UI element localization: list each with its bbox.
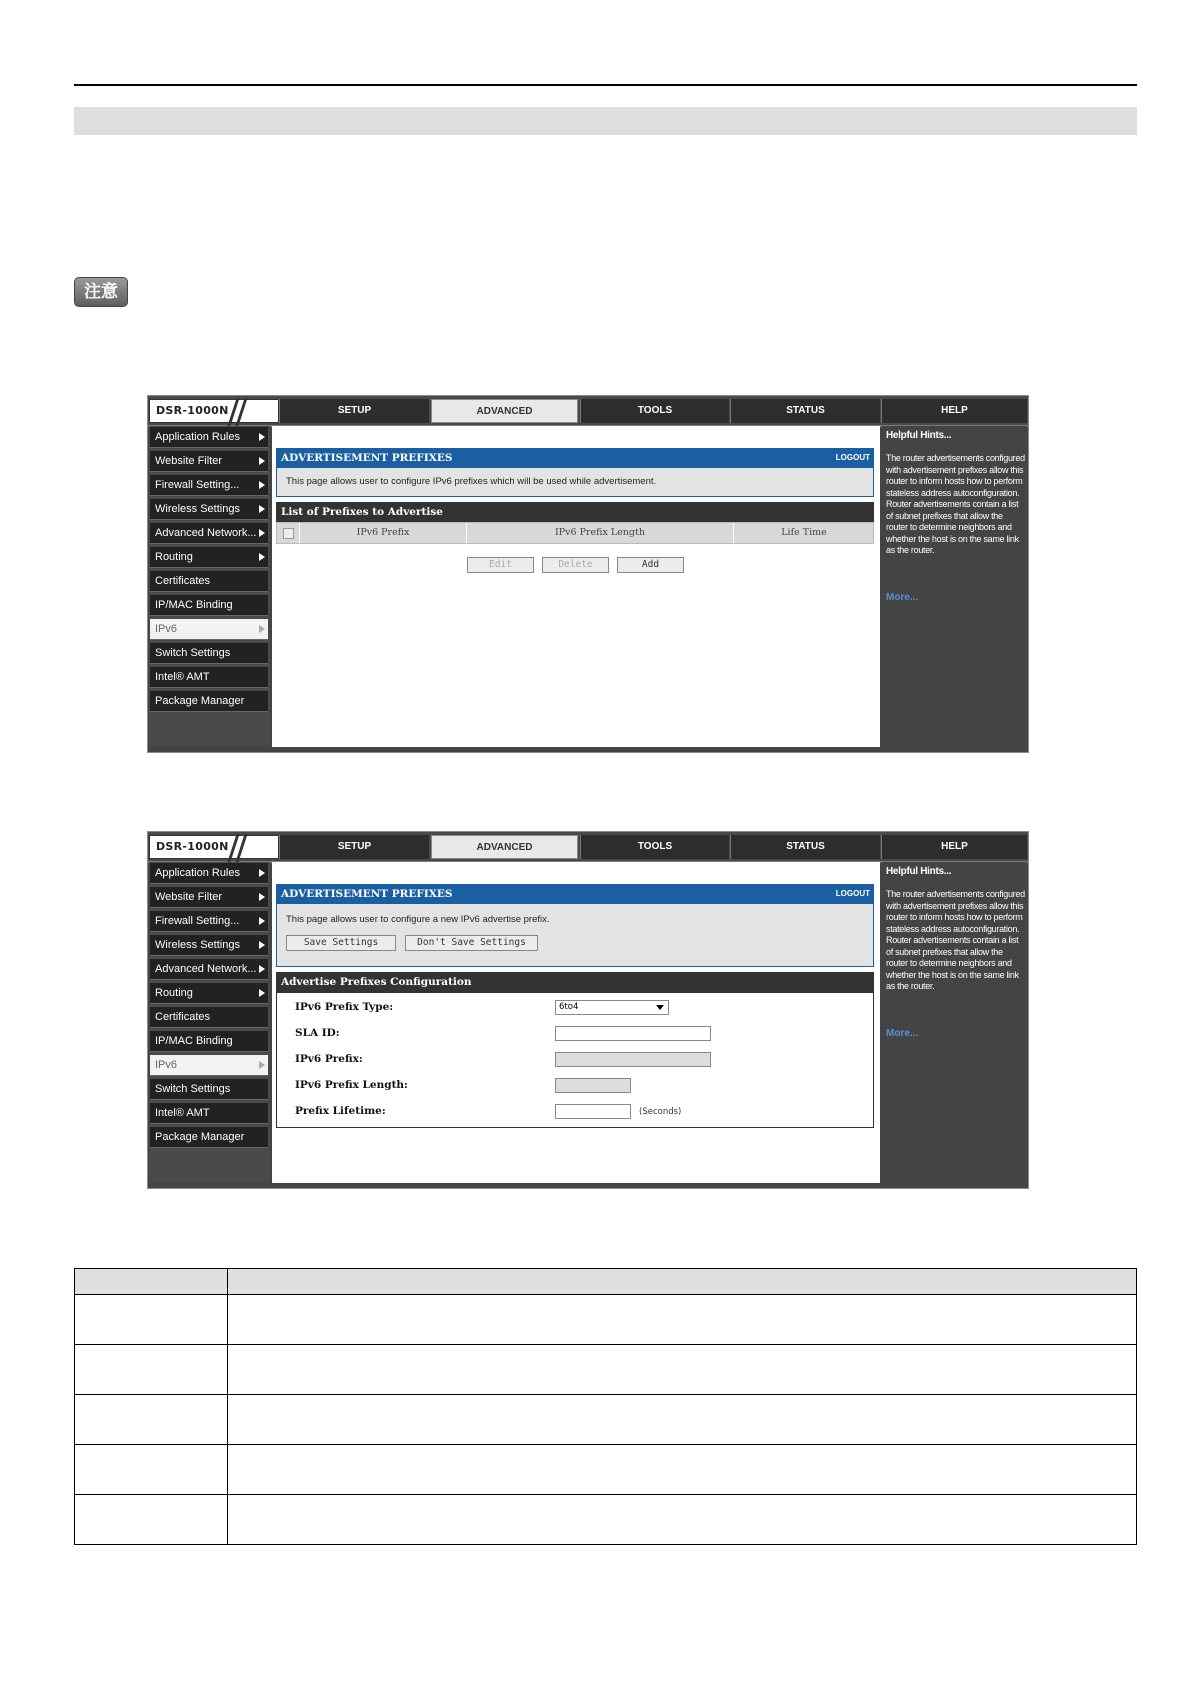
page-description: This page allows user to configure a new IPv6 advertise prefix. [286,914,550,925]
arrow-right-icon [259,989,265,997]
save-settings-button[interactable]: Save Settings [286,935,396,951]
sidebar-item-label: Routing [155,987,193,999]
sidebar-item-ipv6[interactable] [150,1055,268,1076]
table-row [75,1395,1137,1445]
prefix-type-label: IPv6 Prefix Type: [295,1001,394,1013]
arrow-right-icon [259,917,265,925]
sidebar-item-label: Advanced Network... [155,527,257,539]
description-box [276,904,874,967]
header-rule [74,84,1137,86]
delete-button[interactable]: Delete [542,557,609,573]
section-heading-band [74,107,1137,135]
dont-save-settings-button[interactable]: Don't Save Settings [405,935,538,951]
ipv6-prefix-label: IPv6 Prefix: [295,1053,363,1065]
top-nav [148,396,1028,427]
sidebar-item-label: Application Rules [155,431,240,443]
main-content [272,862,880,1183]
sidebar-item-intel-amt[interactable] [150,1103,268,1124]
sidebar-item-intel-amt[interactable] [150,667,268,688]
sidebar-item-package-manager[interactable] [150,1127,268,1148]
parameter-table [74,1268,1137,1545]
prefix-lifetime-input[interactable] [555,1104,631,1119]
table-header-row [276,522,874,544]
sidebar-item-label: Wireless Settings [155,503,240,515]
sidebar-item-package-manager[interactable] [150,691,268,712]
tab-advanced[interactable]: ADVANCED [431,399,578,423]
help-title: Helpful Hints... [886,866,952,877]
sidebar-item-switch-settings[interactable] [150,643,268,664]
table-row [75,1495,1137,1545]
sidebar-item-label: Firewall Setting... [155,915,240,927]
sidebar-item-label: Firewall Setting... [155,479,240,491]
help-more-link[interactable]: More... [886,592,919,603]
logo-text: DSR-1000N [156,404,229,417]
page-description: This page allows user to configure IPv6 prefixes which will be used while advertisement. [286,476,657,487]
sidebar-item-label: Wireless Settings [155,939,240,951]
sidebar [149,426,270,746]
chevron-down-icon [656,1005,664,1010]
list-header [276,502,874,522]
arrow-right-icon [259,481,265,489]
arrow-right-icon [259,893,265,901]
arrow-right-icon [259,941,265,949]
tab-setup[interactable]: SETUP [279,399,429,423]
sidebar-item-firewall-settings[interactable] [150,475,268,496]
sidebar [149,862,270,1182]
sidebar-item-routing[interactable] [150,983,268,1004]
sidebar-item-label: Application Rules [155,867,240,879]
sidebar-item-ip-mac-binding[interactable] [150,595,268,616]
logo-text: DSR-1000N [156,840,229,853]
sla-id-label: SLA ID: [295,1027,340,1039]
sidebar-item-label: Package Manager [155,1131,245,1143]
sidebar-item-label: IP/MAC Binding [155,1035,233,1047]
help-body: The router advertisements configured with advertisement prefixes allow this router to inform hosts how to perform stateless address autoconfiguration. Router advertisements contain a list of subnet prefixes that allow the router to determine neighbors and whether the host is on the same link as the router. [886,889,1025,991]
sidebar-item-switch-settings[interactable] [150,1079,268,1100]
section-header [276,448,874,468]
sidebar-item-ip-mac-binding[interactable] [150,1031,268,1052]
config-title: Advertise Prefixes Configuration [281,976,472,988]
table-row [75,1445,1137,1495]
screenshot-prefix-config [147,831,1029,1189]
arrow-right-icon [259,457,265,465]
tab-status[interactable]: STATUS [730,399,880,423]
help-panel [882,426,1027,747]
help-title: Helpful Hints... [886,430,952,441]
sidebar-item-certificates[interactable] [150,1007,268,1028]
sidebar-item-label: Website Filter [155,455,223,467]
sidebar-item-application-rules[interactable] [150,427,268,448]
arrow-right-icon [259,433,265,441]
dsr-logo [149,835,279,859]
tab-help[interactable]: HELP [881,835,1027,859]
section-title: ADVERTISEMENT PREFIXES [281,452,453,464]
arrow-right-icon [259,553,265,561]
help-panel [882,862,1027,1183]
sidebar-item-label: Switch Settings [155,647,231,659]
screenshot-prefix-list [147,395,1029,753]
logout-link[interactable]: LOGOUT [835,453,870,462]
lifetime-unit: (Seconds) [639,1107,682,1117]
prefix-type-value: 6to4 [559,1002,579,1012]
tab-tools[interactable]: TOOLS [580,835,729,859]
column-ipv6-prefix: IPv6 Prefix [299,523,466,543]
description-box [276,468,874,497]
arrow-right-icon [259,625,265,633]
logout-link[interactable]: LOGOUT [835,889,870,898]
sidebar-item-wireless-settings[interactable] [150,499,268,520]
sidebar-item-routing[interactable] [150,547,268,568]
prefix-length-label: IPv6 Prefix Length: [295,1079,408,1091]
sidebar-item-label: Routing [155,551,193,563]
arrow-right-icon [259,529,265,537]
sidebar-item-ipv6[interactable] [150,619,268,640]
prefix-lifetime-label: Prefix Lifetime: [295,1105,386,1117]
note-badge: 注意 [74,277,128,307]
sla-id-input[interactable] [555,1026,711,1041]
sidebar-item-application-rules[interactable] [150,863,268,884]
help-more-link[interactable]: More... [886,1028,919,1039]
sidebar-item-firewall-settings[interactable] [150,911,268,932]
tab-status[interactable]: STATUS [730,835,880,859]
tab-advanced[interactable]: ADVANCED [431,835,578,859]
arrow-right-icon [259,505,265,513]
prefix-type-select[interactable] [555,1000,669,1015]
add-button[interactable]: Add [617,557,684,573]
sidebar-item-certificates[interactable] [150,571,268,592]
sidebar-item-label: IP/MAC Binding [155,599,233,611]
sidebar-item-advanced-network[interactable] [150,523,268,544]
section-title: ADVERTISEMENT PREFIXES [281,888,453,900]
column-prefix-length: IPv6 Prefix Length [466,523,733,543]
main-content [272,426,880,747]
select-all-checkbox[interactable] [283,528,294,539]
sidebar-item-label: Intel® AMT [155,671,210,683]
sidebar-item-label: Package Manager [155,695,245,707]
table-row [75,1295,1137,1345]
edit-button[interactable]: Edit [467,557,534,573]
section-header [276,884,874,904]
table-row [75,1345,1137,1395]
sidebar-item-label: IPv6 [155,1059,178,1071]
sidebar-item-label: Switch Settings [155,1083,231,1095]
config-form [276,992,874,1128]
column-life-time: Life Time [733,523,874,543]
sidebar-item-label: Intel® AMT [155,1107,210,1119]
list-title: List of Prefixes to Advertise [281,506,443,518]
top-nav [148,832,1028,863]
prefix-length-input[interactable] [555,1078,631,1093]
sidebar-item-website-filter[interactable] [150,887,268,908]
sidebar-item-label: Website Filter [155,891,223,903]
config-header [276,972,874,992]
sidebar-item-label: IPv6 [155,623,178,635]
sidebar-item-label: Advanced Network... [155,963,257,975]
tab-setup[interactable]: SETUP [279,835,429,859]
sidebar-item-website-filter[interactable] [150,451,268,472]
sidebar-item-label: Certificates [155,575,211,587]
help-body: The router advertisements configured with advertisement prefixes allow this router to inform hosts how to perform stateless address autoconfiguration. Router advertisements contain a list of subnet prefixes that allow the router to determine neighbors and whether the host is on the same link as the router. [886,453,1025,555]
ipv6-prefix-input[interactable] [555,1052,711,1067]
dsr-logo [149,399,279,423]
arrow-right-icon [259,1061,265,1069]
sidebar-item-advanced-network[interactable] [150,959,268,980]
arrow-right-icon [259,965,265,973]
tab-tools[interactable]: TOOLS [580,399,729,423]
sidebar-item-wireless-settings[interactable] [150,935,268,956]
tab-help[interactable]: HELP [881,399,1027,423]
table-header-row [75,1269,1137,1295]
sidebar-item-label: Certificates [155,1011,211,1023]
arrow-right-icon [259,869,265,877]
